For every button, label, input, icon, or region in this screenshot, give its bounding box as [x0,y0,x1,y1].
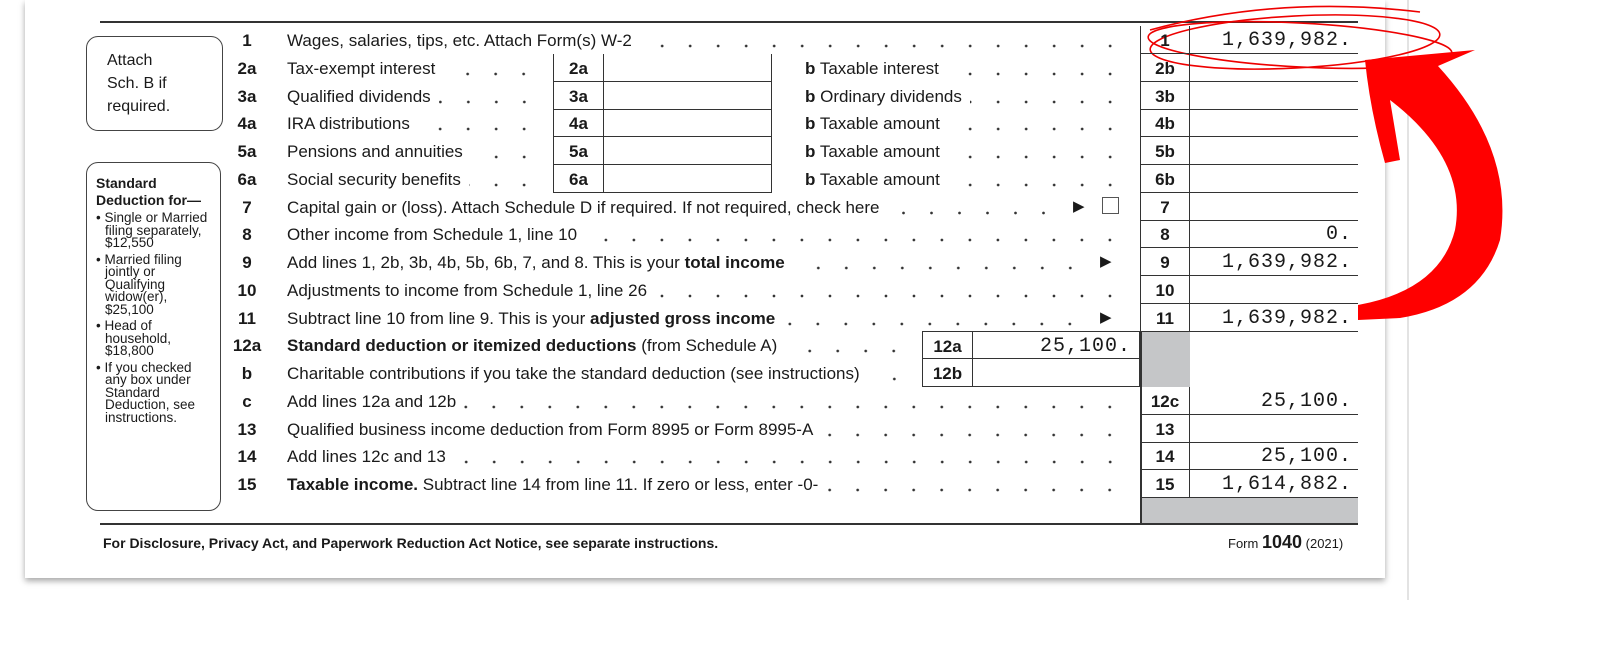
dot-leader [821,420,1134,440]
line-description-row [287,142,548,162]
line-description-text: Capital gain or (loss). Attach Schedule D if required. If not required, check here [287,197,880,217]
sub-line-number: 12b [922,359,972,387]
deduction-item-text: Single or Married filing separately, $12,550 [104,210,208,250]
line-description-row [287,364,918,384]
deduction-item-text: Head of household, $18,800 [104,318,172,358]
sub-line-number: 5a [553,137,603,165]
line-description [287,475,826,495]
dot-leader [793,253,1094,273]
line-box-number: 14 [1140,442,1190,470]
arrow-right-icon: ▶ [1073,197,1085,215]
line-box-number: 2b [1140,54,1190,82]
form-line [0,442,1600,470]
sub-line-amount-field[interactable] [603,109,772,137]
line-description-row [287,309,1094,329]
deduction-item-text: Married filing jointly or Qualifying widow(er), $25,100 [104,251,182,317]
line-box-number: 1 [1140,26,1190,54]
line-box-number: 11 [1140,304,1190,332]
sub-line-amount-field[interactable] [603,165,772,193]
line-description-row [287,114,548,134]
line-description [287,142,471,162]
schedule-b-line: required. [107,98,171,115]
form-word: Form [1228,536,1259,551]
sub-line-prefix: b [805,169,816,189]
sub-line-amount-field[interactable]: 25,100. [972,331,1140,359]
dot-leader [471,142,548,162]
dot-leader [970,87,1134,107]
line-description [287,309,783,329]
sub-line-prefix: b [805,142,816,161]
line-box-number: 15 [1140,470,1190,498]
schedule-b-line: Sch. B if [107,75,167,92]
line-description-text: IRA distributions [287,114,410,134]
sub-line-prefix: b [805,86,816,106]
line-description [287,281,655,301]
line-number: 8 [242,225,252,245]
line-description [287,59,443,79]
line-amount-field[interactable] [1190,415,1358,443]
line-description [287,114,418,134]
dot-leader [454,447,1134,467]
line-box-number: 12c [1140,387,1190,415]
line-description-text: Adjustments to income from Schedule 1, line 26 [287,280,648,300]
dot-leader [640,31,1134,51]
sub-line-amount-field[interactable] [603,82,772,110]
line-box-number: 6b [1140,165,1190,193]
form-line [0,82,1600,110]
line-number: c [242,391,252,411]
line-description [287,198,887,218]
line-amount-field[interactable] [1190,54,1358,82]
sub-line-label [805,170,948,190]
arrow-right-icon: ▶ [1100,253,1112,270]
deduction-item: • Married filing jointly or Qualifying widow(er), $25,100 [96,251,182,317]
line-number: 2a [237,58,257,78]
sub-line-label [805,59,947,79]
sub-line-row [805,114,1134,134]
sub-line-row [805,170,1134,190]
line-number: 7 [242,197,252,217]
line-description [287,336,785,356]
line-box-number: 13 [1140,415,1190,443]
sub-line-number: 6a [553,165,603,193]
line-description-bold: total income [684,253,785,272]
line-description-bold: adjusted gross income [590,308,776,328]
line-amount-field[interactable]: 1,639,982. [1190,304,1358,332]
deduction-item: • Head of household, $18,800 [96,318,172,358]
line-description-row [287,475,1134,495]
bottom-rule [100,523,1358,525]
line-description [287,364,868,384]
line-amount-field[interactable]: 25,100. [1190,442,1358,470]
line-number: b [241,364,253,383]
line-description-text: (from Schedule A) [636,336,778,356]
line-amount-field[interactable]: 1,614,882. [1190,470,1358,498]
footer-notice: For Disclosure, Privacy Act, and Paperwork Reduction Act Notice, see separate instructions. [103,535,719,551]
shaded-cell [1140,498,1358,523]
line-amount-field[interactable] [1190,193,1358,221]
line-box-number: 5b [1140,137,1190,165]
dot-leader [443,59,548,79]
line-description-text: Other income from Schedule 1, line 10 [287,225,578,245]
line-number: 5a [237,142,257,161]
form-line [0,248,1600,276]
line-description [287,225,585,245]
line-amount-field[interactable]: 0. [1190,220,1358,248]
sub-line-number: 4a [553,109,603,137]
sub-line-number: 2a [553,54,603,82]
form-line [0,54,1600,82]
deduction-item: • Single or Married filing separately, $12,550 [96,210,208,250]
line-number: 1 [242,31,252,50]
line-box-number: 9 [1140,248,1190,276]
line-amount-field[interactable] [1190,109,1358,137]
sub-line-amount-field[interactable] [972,359,1140,387]
line-number: 3a [237,86,257,106]
form-line [0,193,1600,221]
line-amount-field[interactable] [1190,165,1358,193]
line-box-number: 3b [1140,82,1190,110]
form-line [0,137,1600,165]
line-description-text: Qualified business income deduction from Form 8995 or Form 8995-A [287,419,814,439]
line-description [287,392,464,412]
sub-line-label-text: Taxable amount [819,169,940,189]
line-description-bold: Standard deduction or itemized deductions [287,336,637,356]
line-description-text: Add lines 12c and 13 [287,447,446,467]
line-description-row [287,281,1134,301]
line-description [287,447,454,467]
form-line [0,470,1600,498]
line-description-row [287,170,548,190]
line-number: 14 [237,447,257,467]
line-amount-field[interactable] [1190,276,1358,304]
sub-line-row [805,87,1134,107]
sub-line-label [805,114,948,134]
line-number: 11 [238,308,256,328]
deduction-item: • If you checked any box under Standard Deduction, see instructions. [96,359,196,425]
dot-leader [868,364,918,384]
line-description-row [287,420,1134,440]
schedule-b-line: Attach [107,52,153,69]
form-line [0,276,1600,304]
sub-line-row [805,59,1134,79]
line-description-row [287,59,548,79]
form-year: (2021) [1305,536,1344,551]
line-description-row [287,253,1094,273]
dot-leader [439,87,548,107]
line-description-text: Subtract line 14 from line 11. If zero or less, enter -0- [418,475,819,494]
form-line [0,304,1600,332]
sub-line-label-text: Taxable interest [819,58,939,78]
line-number: 13 [237,419,257,439]
line-description-text: Charitable contributions if you take the standard deduction (see instructions) [287,364,860,383]
line-description-bold: Taxable income. [287,475,419,494]
line-box-number: 7 [1140,193,1190,221]
line-box-number: 10 [1140,276,1190,304]
sub-line-prefix: b [805,58,816,78]
form-line [0,26,1600,54]
dot-leader [947,59,1134,79]
line-number: 10 [237,280,257,300]
sub-line-row [805,142,1134,162]
line-number: 6a [237,169,257,189]
line-description-text: Add lines 12a and 12b [287,391,457,411]
dot-leader [826,475,1134,495]
checkbox[interactable] [1102,197,1119,214]
sub-line-label [805,142,948,162]
form-number: 1040 [1261,532,1303,552]
form-line [0,387,1600,415]
line-description-text: Social security benefits [287,169,461,189]
sub-line-label-text: Taxable amount [819,114,940,134]
line-description-text: Qualified dividends [287,86,431,106]
form-line [0,220,1600,248]
dot-leader [785,336,918,356]
line-description-row [287,87,548,107]
deduction-item-text: If you checked any box under Standard Deduction, see instructions. [104,359,196,425]
line-amount-field[interactable] [1190,82,1358,110]
sub-line-label-text: Ordinary dividends [820,86,962,106]
arrow-right-icon: ▶ [1100,308,1112,326]
line-description-text: Pensions and annuities [287,142,463,161]
line-description-row [287,336,918,356]
dot-leader [948,114,1134,134]
sub-line-amount-field[interactable] [603,137,772,165]
sub-line-label [805,87,970,107]
line-description-text: Wages, salaries, tips, etc. Attach Form(s) W-2 [287,31,632,50]
line-description-row [287,447,1134,467]
line-number: 9 [242,253,252,272]
form-line [0,415,1600,443]
form-line [0,359,1600,387]
form-line [0,165,1600,193]
dot-leader [585,225,1134,245]
dot-leader [948,142,1134,162]
sub-line-label-text: Taxable amount [819,142,940,161]
line-description-row [287,198,1068,218]
dot-leader [464,392,1134,412]
line-number: 12a [232,336,262,356]
line-amount-field[interactable]: 25,100. [1190,387,1358,415]
line-description-text: Subtract line 10 from line 9. This is your [287,308,590,328]
line-description [287,420,821,440]
form-line [0,109,1600,137]
dot-leader [469,170,548,190]
line-description-text: Add lines 1, 2b, 3b, 4b, 5b, 6b, 7, and 8. This is your [287,253,685,272]
sub-line-number: 12a [922,331,972,359]
sub-line-amount-field[interactable] [603,54,772,82]
line-description [287,170,469,190]
line-box-number: 4b [1140,109,1190,137]
dot-leader [655,281,1134,301]
line-description-row [287,225,1134,245]
dot-leader [783,309,1094,329]
line-description [287,253,793,273]
sub-line-prefix: b [805,114,816,134]
line-description [287,87,439,107]
line-amount-field[interactable]: 1,639,982. [1190,26,1358,54]
line-number: 4a [237,114,257,134]
line-description-row [287,392,1134,412]
line-number: 15 [237,475,257,494]
line-description-text: Tax-exempt interest [287,58,436,78]
line-box-number: 8 [1140,220,1190,248]
line-amount-field[interactable]: 1,639,982. [1190,248,1358,276]
line-description-row [287,31,1134,51]
standard-deduction-title: Standard Deduction for— [96,175,201,208]
form-line [0,331,1600,359]
dot-leader [948,170,1134,190]
form-id [1228,532,1343,553]
line-amount-field[interactable] [1190,137,1358,165]
sub-line-number: 3a [553,82,603,110]
dot-leader [887,198,1068,218]
dot-leader [418,114,548,134]
line-description [287,31,640,51]
